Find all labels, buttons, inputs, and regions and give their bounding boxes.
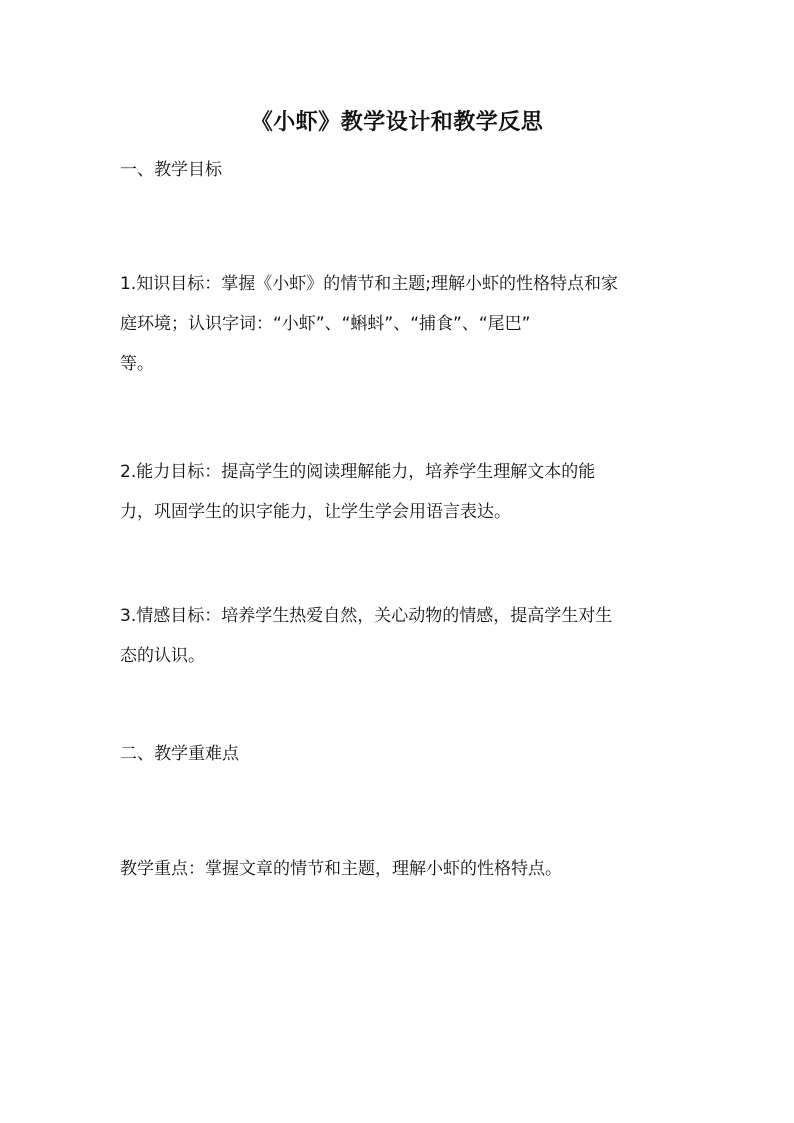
- objective-knowledge: [120, 264, 680, 384]
- objective-ability-line-2: 力，巩固学生的识字能力，让学生学会用语言表达。: [120, 502, 511, 522]
- objective-emotion: [120, 596, 680, 676]
- section-heading-key-difficulties: 二、教学重难点: [120, 744, 239, 764]
- objective-emotion-line-2: 态的认识。: [120, 646, 205, 666]
- objective-ability-line-1: 2.能力目标：提高学生的阅读理解能力，培养学生理解文本的能: [120, 462, 596, 482]
- teaching-key-point: 教学重点：掌握文章的情节和主题，理解小虾的性格特点。: [120, 859, 562, 879]
- objective-emotion-line-1: 3.情感目标：培养学生热爱自然，关心动物的情感，提高学生对生: [120, 606, 613, 626]
- objective-knowledge-line-3: 等。: [120, 354, 154, 374]
- objective-ability: [120, 452, 680, 532]
- document-title: 《小虾》教学设计和教学反思: [250, 110, 544, 135]
- section-heading-teaching-goals: 一、教学目标: [120, 160, 222, 180]
- objective-knowledge-line-1: 1.知识目标：掌握《小虾》的情节和主题;理解小虾的性格特点和家: [120, 274, 618, 294]
- objective-knowledge-line-2: 庭环境；认识字词：“小虾”、“蝌蚪”、“捕食”、“尾巴”: [120, 314, 531, 334]
